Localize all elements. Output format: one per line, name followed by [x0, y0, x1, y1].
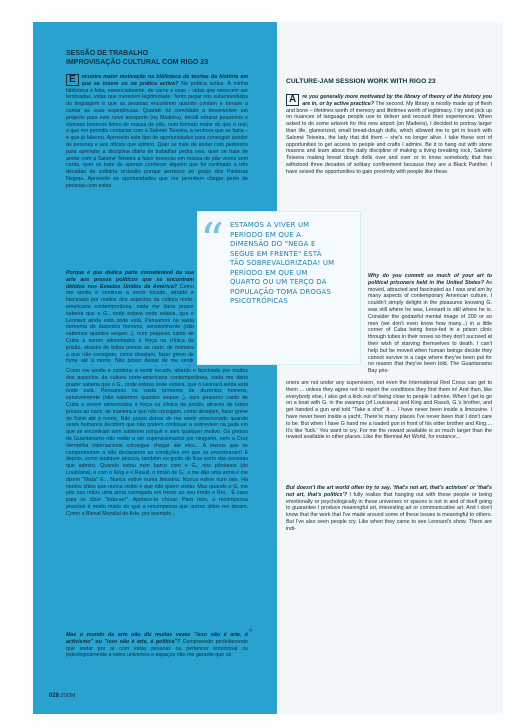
right-interview-2a	[368, 273, 492, 377]
left-answer-1: Na prática activa. A minha biblioteca é feita, essencialmente, de carne e osso – vidas que merecem ser lembradas, vidas que merecem legitimidade. Tento pegar nos subentendidos da linguagem e que as pessoas encontrem quando contam e tornam a contar as suas experiências. Quando fui convidado a desenvolver um projecto para este novo aeroporto (na Madeira), decidi retratar pequenos e vistosos bonecos feitos de massa de pão, num formato maior do que o real, o que me permitiu contactar com a Salomé Teixeira, a senhora que as fazia – e que já faleceu. Aproveito este tipo de oportunidades para conseguir aceder às pessoas e aos ofícios que admiro. Quer se trate de andar com pedreiros para aprender a disciplina diária de trabalhar pedra viva, quer se trate de andar com a Salomé Teixeira a fazer bonecas em massa de pão vezes sem conta, quer se trate de apenas conhecer alguém que foi confinado a três décadas de solitária reclusão porque pertence ao grupo dos Panteras Negras. Aproveito as oportunidades que me permitem chegar perto de pessoas com estas	[66, 80, 248, 189]
left-answer-2: Como me sentiu e continuo a sentir tocado, atraído e fascinado por muitos dos aspectos da cultura norte-americana contemporânea, nada me daria prazer saberia que o G., onde estava onde estava, que o Leonard ainda está onde está. Pensamos na vasta tormenta de duzentos homens, sensivelmente (não sabemos quantos sequer...), num pequeno canto de Cuba a serem alimentados à força na clínica da prisão, através de tubos presos ao nariz, de maneira a que não consigam, como desejam, fazer greve de fome até à morte. Não posso deixar de me sentir	[66, 283, 194, 365]
right-interview-2b	[286, 380, 492, 480]
left-interview-2b	[66, 368, 248, 626]
pull-quote-text: ESTAMOS A VIVER UM PERÍODO EM QUE A DIMENSÃO DO "NEGA E SEGUE EM FRENTE" ESTÁ TÃO SOBREVALORIZADA! UM PERÍODO EM QUE UM QUARTO OU UM TERÇO DA POPULAÇÃO TOMA DROGAS PSICOTRÓPICAS	[230, 221, 335, 305]
separator-icon: ❖	[248, 628, 254, 634]
left-question-2: Porque é que dedica parte considerável da sua arte aos presos políticos que se encontram detidos nos Estados Unidos da América?	[66, 270, 194, 290]
right-question-1: re you generally more motivated by the library of theory of the history you are in, or by active practice?	[302, 94, 492, 107]
right-question-3: But doesn't the art world often try to say, 'that's not art, that's activism' or 'that's not art, that's politics'?	[286, 485, 492, 498]
right-answer-2a: As moved, attracted and fascinated as I was and am by many aspects of contemporary American culture, I couldn't simply delight in the pleasures knowing G. was still where he was, Leonard is still where he is. Consider the godawful mental image of 200 or so men (we don't even know how many...) in a little corner of Cuba being force-fed in a prison clinic through tubes in their noses so they don't succeed at their wish of starving themselves to death. I can't help but be moved when human beings decide they cannot survive in a cage where they've been put for no reason that they've been told. The Guantanamo Bay pris-	[368, 279, 492, 375]
left-dropcap: E	[66, 74, 79, 86]
right-answer-2b: oners are not under any supervision, not even the International Red Cross can get to them ... unless they agree not to report the conditions they find them in! And then, like everybody else, I also get a kick out of being close to people I admire. When I get to go on a boat with G. in the swamps (of Louisiana) and King and Rasuli, G.'s brother, and get handed a gun and told "Take a shot" It ... I have never been inside a limousine. I have never been inside a yacht. There're many places I've never been that I don't care to be. But when I have G hand me a loaded gun in front of his older brother and King.... It's like 'fuck.' You want to cry. For me the reward available is so much larger than the reward available in other places. Like the Biennial Art World, for instance...	[286, 380, 492, 441]
pt-header	[66, 49, 208, 67]
left-question-1: ncontra maior motivação na biblioteca de teorias da história em que se insere ou na prática activa?	[81, 74, 248, 87]
right-answer-1: The second. My library is mostly made up of flesh and bone – lifetimes worth of memory and lifetimes worth of legitimacy. I try and pick up on nuances of language people use to deliver and recount their experiences. When asked to do some artwork for this new airport (on Madeira), I decided to portray larger than life, glamorized, small bread-dough dolls, which allowed me to get in touch with Salomé Teixeira, the lady that did them – she's no longer alive. I take these sort of opportunities to get access to people and crafts I admire. Be it to hang out with stone masons and learn about the daily discipline of making a living breaking rock, Salomé Teixeira making bread dough dolls over and over or to know somebody that has withstood three decades of solitary confinement because they are a Black Panther. I have seized the opportunities to gain proximity with people like these.	[286, 100, 492, 175]
pt-title-1: SESSÃO DE TRABALHO	[66, 50, 149, 57]
right-interview-3	[286, 485, 492, 675]
right-dropcap: A	[286, 94, 299, 106]
quote-mark-icon: “	[200, 213, 225, 268]
left-answer-2-cont: Como me sentiu e continuo a sentir tocado, atraído e fascinado por muitos dos aspectos da cultura norte-americana contemporânea, nada me daria prazer saberia que o G., onde estava onde estava, que o Leonard ainda está onde está. Pensamos na vasta tormenta de duzentos homens, sensivelmente (não sabemos quantos sequer...), num pequeno canto de Cuba a serem alimentados à força na clínica da prisão, através de tubos presos ao nariz, de maneira a que não consigam, como desejam, fazer greve de fome até à morte. Não posso deixar de me sentir emocionado quando seres humanos decidem que não podem continuar a sobreviver na jaula em que se encontram sem saberem porquê e sem qualquer motivo. Os presos de Guantanamo não estão a ser supervisionados por ninguém, nem a Cruz Vermelha Internacional consegue chegar até eles... A menos que se comprometam a não declararem as condições em que se encontraram! E depois, como qualquer pessoa, também eu gosto de ficar perto das pessoas que admiro. Quando estou num barco com o G., nos pântanos (do Louisiana), e com o King e o Rasuli, o irmão de G., e me dão uma arma e me dizem "Mata" E... Nunca estive numa limusina. Nunca estive num iate. Há muitos sítios que nunca visitei e que não quero visitar. Mas quando o G. me pôs nas mãos uma arma carregada em frente ao seu irmão e Rei... É caso para se dizer "foda-se!". Apetece-te chorar. Para mim, a recompensa possível é muito maior do que a recompensa que outros sítios me deram. Como a Bienal Mundial de Arte, por exemplo...	[66, 368, 248, 517]
page-footer	[49, 693, 75, 699]
left-question-3: Mas o mundo da arte não diz muitas vezes "isso não é arte, é activismo" ou "isso não é arte, é política"?	[66, 632, 248, 645]
left-interview-2a	[66, 270, 194, 366]
pt-title-2: IMPROVISAÇÃO CULTURAL COM RIGO 23	[66, 59, 209, 66]
issue-name: ZOOM	[60, 693, 76, 699]
page-number: 028	[49, 693, 60, 699]
right-question-2: Why do you commit so much of your art to political prisoners held in the United States?	[368, 273, 492, 286]
en-header: CULTURE-JAM SESSION WORK WITH RIGO 23	[286, 78, 436, 85]
left-interview-3	[66, 632, 248, 677]
left-answer-3: Compreendo perfeitamente que andar por aí com estas pessoas ou pertencer emocional ou psicologicamente a estes universos e espaços não me garante que vá	[66, 638, 248, 659]
right-answer-3: I fully realize that hanging out with these people or being emotionally or psychologically in these universes or spaces is not in and of itself going to guarantee I produce meaningful art, interesting art or communicative art. And I don't know that the work that I've made around some of these issues is meaningful to others. But I've also seen people cry. Like when they came to see Leonard's show. There are indi-	[286, 491, 492, 532]
